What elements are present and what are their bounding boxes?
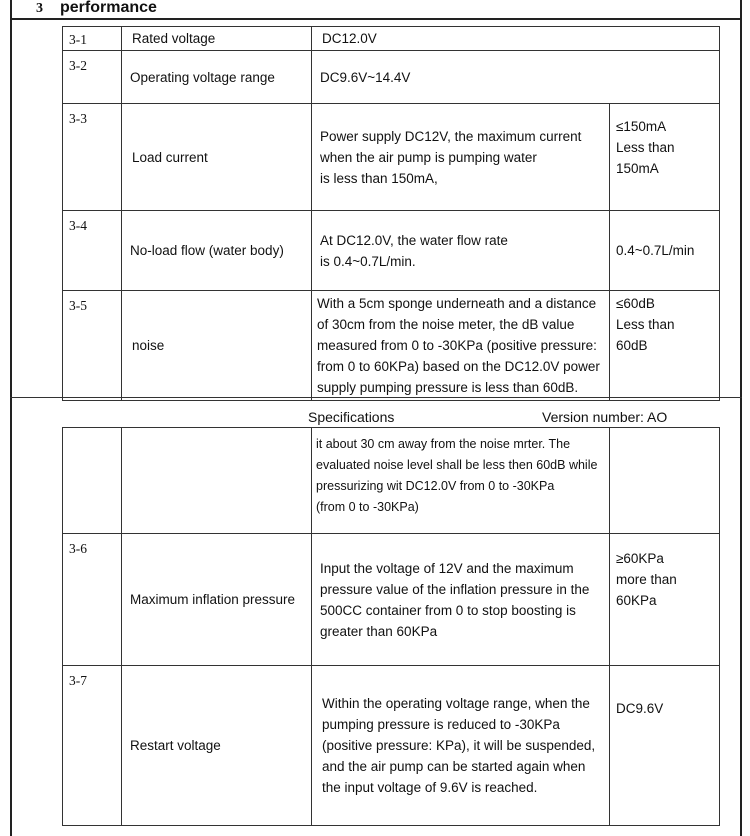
row-item: Maximum inflation pressure (122, 534, 312, 666)
row-description: Power supply DC12V, the maximum current when the air pump is pumping water is less than 150mA, (312, 104, 610, 211)
row-item: Rated voltage (122, 27, 312, 51)
table-row (63, 428, 720, 534)
row-item: No-load flow (water body) (122, 211, 312, 291)
performance-table-page1 (62, 26, 720, 401)
row-number: 3-7 (63, 666, 122, 826)
section-title: performance (60, 0, 157, 16)
table-row (63, 51, 720, 104)
row-number: 3-3 (63, 104, 122, 211)
performance-table-page2 (62, 427, 720, 826)
row-item (122, 428, 312, 534)
page-border-left (10, 0, 12, 836)
row-value: DC9.6V (610, 666, 720, 826)
table-row (63, 104, 720, 211)
page-border-top (10, 18, 742, 20)
row-number: 3-1 (63, 27, 122, 51)
row-description: DC9.6V~14.4V (312, 51, 720, 104)
row-item: Operating voltage range (122, 51, 312, 104)
row-description: With a 5cm sponge underneath and a distance of 30cm from the noise meter, the dB value measured from 0 to -30KPa (positive pressure: from 0 to 60KPa) based on the DC12.0V power supply pumping pressure is less than 60dB. (312, 291, 610, 401)
row-value: ≥60KPa more than 60KPa (610, 534, 720, 666)
row-value: ≤150mA Less than 150mA (610, 104, 720, 211)
footer-version-number: Version number: AO (542, 409, 668, 425)
row-item: noise (122, 291, 312, 401)
row-value (610, 428, 720, 534)
row-number (63, 428, 122, 534)
row-number: 3-2 (63, 51, 122, 104)
row-number: 3-4 (63, 211, 122, 291)
row-description: Input the voltage of 12V and the maximum pressure value of the inflation pressure in the 500CC container from 0 to stop boosting is greater than 60KPa (312, 534, 610, 666)
row-value: 0.4~0.7L/min (610, 211, 720, 291)
row-number: 3-6 (63, 534, 122, 666)
table-row (63, 27, 720, 51)
row-item: Restart voltage (122, 666, 312, 826)
row-description: Within the operating voltage range, when the pumping pressure is reduced to -30KPa (positive pressure: KPa), it will be suspended, and the air pump can be started again when the input voltage of 9.6V is reached. (312, 666, 610, 826)
table-row (63, 534, 720, 666)
table-row (63, 291, 720, 401)
table-row (63, 666, 720, 826)
row-description: DC12.0V (312, 27, 720, 51)
page-border-right (740, 0, 742, 836)
table-row (63, 211, 720, 291)
row-description: At DC12.0V, the water flow rate is 0.4~0.7L/min. (312, 211, 610, 291)
row-number: 3-5 (63, 291, 122, 401)
footer-specifications: Specifications (308, 409, 395, 425)
row-item: Load current (122, 104, 312, 211)
section-number: 3 (36, 1, 43, 16)
row-description: it about 30 cm away from the noise mrter. The evaluated noise level shall be less then 60dB while pressurizing wit DC12.0V from 0 to -30KPa (from 0 to -30KPa) (312, 428, 610, 534)
page-break-line (10, 397, 742, 398)
row-value: ≤60dB Less than 60dB (610, 291, 720, 401)
